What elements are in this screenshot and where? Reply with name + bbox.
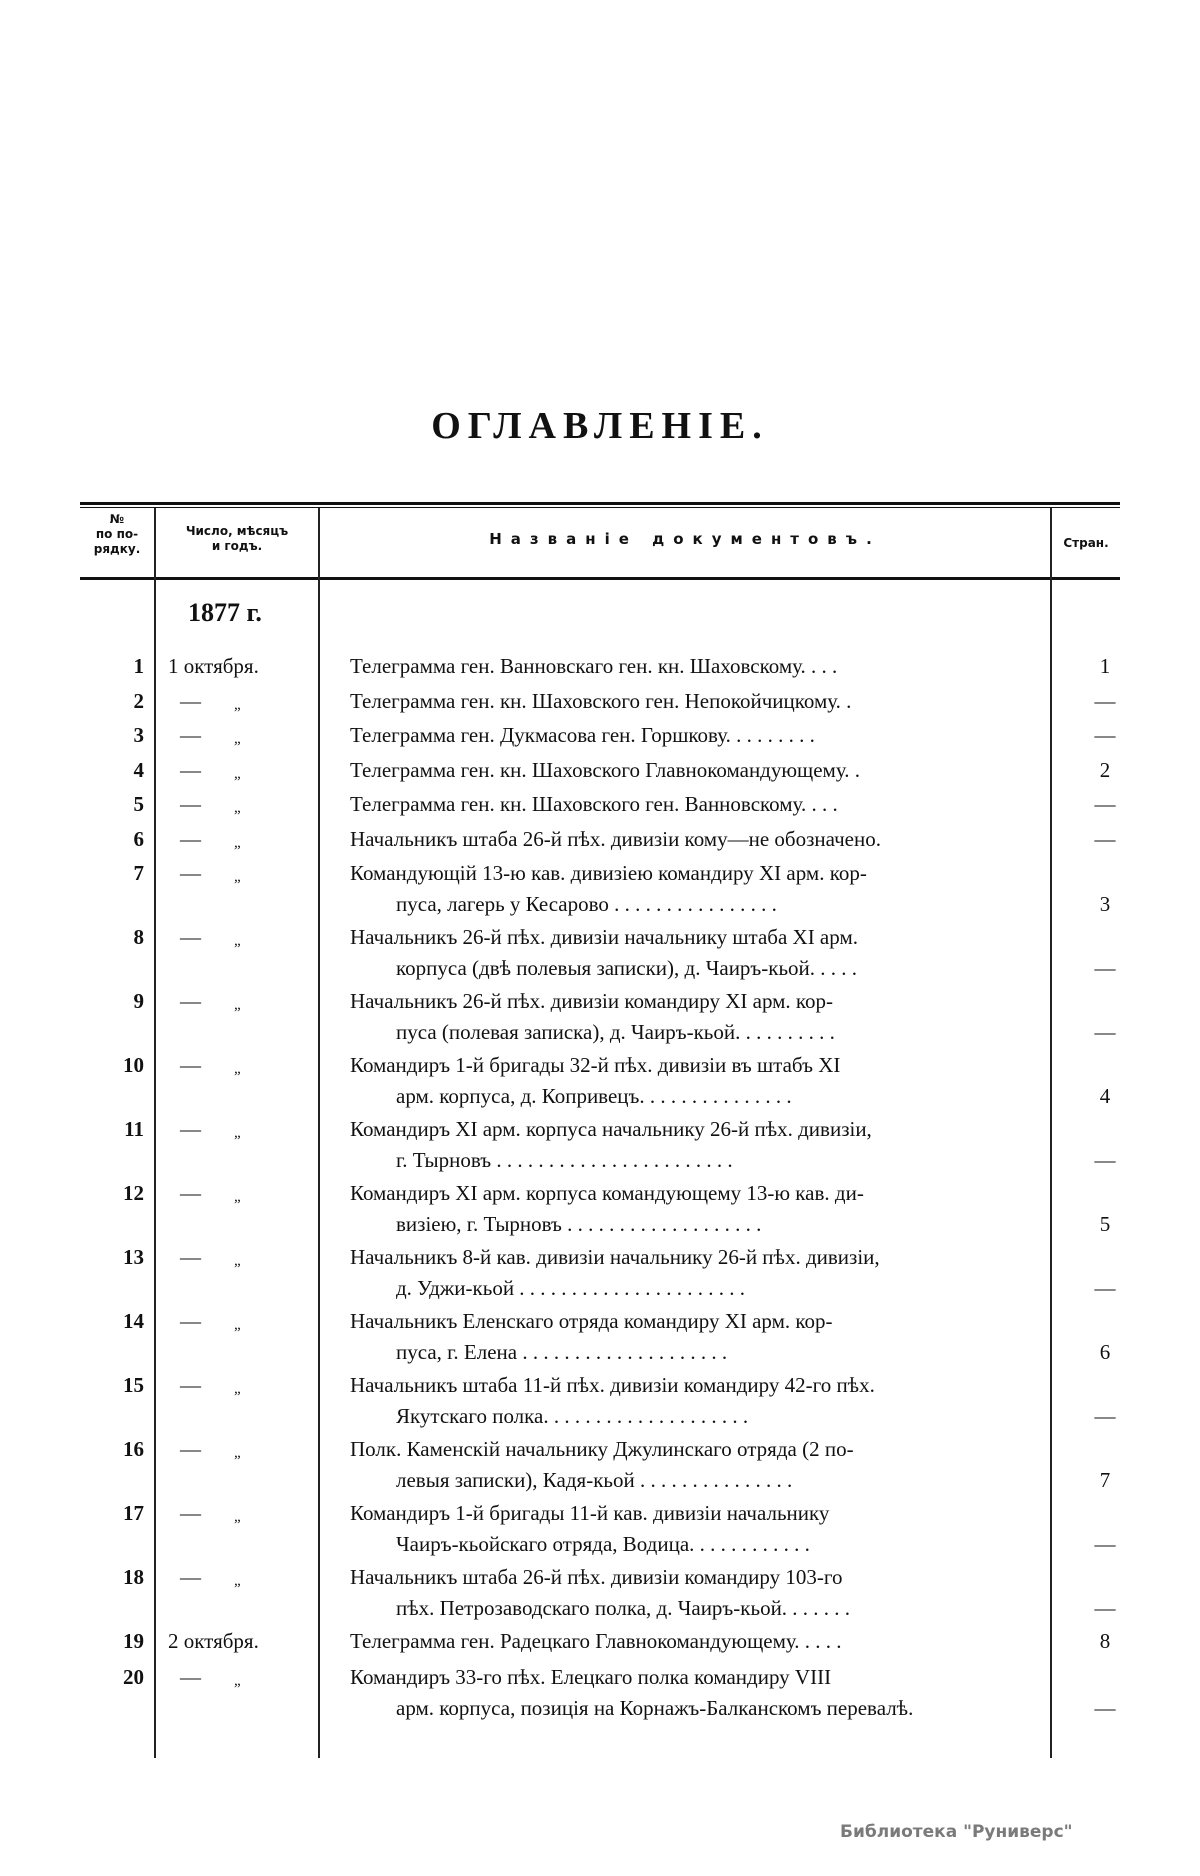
row-date-dash: — (180, 1437, 201, 1461)
year-label: 1877 г. (188, 598, 262, 627)
row-number: 14 (123, 1309, 144, 1333)
row-number: 9 (133, 989, 144, 1013)
row-page: 2 (1099, 757, 1111, 782)
row-date-dash: — (180, 861, 201, 885)
row-number: 7 (133, 861, 144, 885)
row-date-dash: — (180, 792, 201, 816)
row-document-title-line: арм. корпуса, д. Копривецъ. . . . . . . . . . . . . . . (396, 1084, 792, 1108)
row-date-ditto: „ (234, 1509, 241, 1525)
row-number: 19 (123, 1629, 144, 1653)
row-date-dash: — (180, 1501, 201, 1525)
row-date-dash: — (180, 1245, 201, 1269)
row-document-title-line: Телеграмма ген. Радецкаго Главнокомандующему. . . . . (350, 1629, 842, 1653)
row-date-ditto: „ (234, 731, 241, 747)
column-divider-page (1050, 508, 1052, 1758)
row-document-title-line: Начальникъ 26-й пѣх. дивизіи начальнику штаба XI арм. (350, 925, 858, 949)
row-document-title (350, 1370, 1036, 1432)
row-number: 15 (123, 1373, 144, 1397)
header-number-line: по по- (95, 527, 139, 541)
row-number: 10 (123, 1053, 144, 1077)
row-document-title-line: Командиръ XI арм. корпуса начальнику 26-й пѣх. дивизіи, (350, 1117, 872, 1141)
row-document-title-line: Командиръ 33-го пѣх. Елецкаго полка командиру VIII (350, 1665, 832, 1689)
row-page: — (1094, 1276, 1116, 1300)
row-date-ditto: „ (234, 1381, 241, 1397)
row-date-ditto: „ (234, 765, 241, 782)
row-document-title-line: Начальникъ 26-й пѣх. дивизіи командиру XI арм. кор- (350, 989, 834, 1013)
row-document-title (350, 1662, 1036, 1724)
row-date-dash: — (180, 826, 201, 851)
row-date-dash: — (180, 757, 201, 782)
row-document-title-line: Чаиръ-кьойскаго отряда, Водица. . . . . . . . . . . . (396, 1532, 810, 1556)
row-document-title (350, 1114, 1036, 1176)
header-date-line: и годъ. (211, 539, 263, 553)
row-page: 6 (1099, 1340, 1111, 1364)
row-document-title-line: Начальникъ штаба 11-й пѣх. дивизіи командиру 42-го пѣх. (350, 1373, 875, 1397)
row-number: 20 (123, 1665, 144, 1689)
row-date-dash: — (180, 1053, 201, 1077)
row-document-title-line: пуса, г. Елена . . . . . . . . . . . . . . . . . . . . (396, 1340, 728, 1364)
table-header-bottom-rule (80, 577, 1120, 580)
row-document-title-line: корпуса (двѣ полевыя записки), д. Чаиръ-кьой. . . . . (396, 956, 858, 980)
header-number (80, 512, 154, 557)
header-date-line: Число, мѣсяцъ (185, 524, 289, 538)
column-divider-number (154, 508, 156, 1758)
row-date-dash: — (180, 1665, 201, 1689)
row-date-ditto: „ (234, 696, 241, 713)
row-document-title (350, 1242, 1036, 1304)
row-date-ditto: „ (234, 1125, 241, 1141)
column-divider-date (318, 508, 320, 1758)
row-number: 11 (124, 1117, 144, 1141)
row-date: 1 октября. (168, 654, 259, 678)
row-document-title-line: Телеграмма ген. кн. Шаховского Главнокомандующему. . (350, 757, 860, 782)
row-document-title-line: Начальникъ штаба 26-й пѣх. дивизіи кому—не обозначено. (350, 826, 881, 851)
row-date-ditto: „ (234, 1673, 241, 1689)
row-document-title (350, 651, 1036, 682)
row-number: 3 (133, 723, 144, 747)
row-document-title-line: Командиръ 1-й бригады 11-й кав. дивизіи начальнику (350, 1501, 830, 1525)
row-date-ditto: „ (234, 1189, 241, 1205)
row-number: 18 (123, 1565, 144, 1589)
row-date-ditto: „ (234, 869, 241, 885)
row-page: — (1094, 1404, 1116, 1428)
row-document-title-line: Телеграмма ген. Ванновскаго ген. кн. Шаховскому. . . . (350, 654, 838, 678)
row-document-title-line: Телеграмма ген. Дукмасова ген. Горшкову. . . . . . . . . (350, 723, 815, 747)
row-number: 16 (123, 1437, 144, 1461)
row-document-title-line: Командиръ 1-й бригады 32-й пѣх. дивизіи въ штабъ XI (350, 1053, 841, 1077)
row-document-title (350, 686, 1036, 717)
row-number: 8 (133, 925, 144, 949)
row-date-dash: — (180, 1565, 201, 1589)
row-number: 6 (133, 826, 144, 851)
row-document-title (350, 1178, 1036, 1240)
table-top-rule (80, 502, 1120, 505)
row-page: 4 (1099, 1084, 1111, 1108)
row-document-title-line: Телеграмма ген. кн. Шаховского ген. Непокойчицкому. . (350, 688, 852, 713)
row-date-dash: — (180, 688, 201, 713)
row-document-title (350, 789, 1036, 820)
row-document-title-line: визіею, г. Тырновъ . . . . . . . . . . . . . . . . . . . (396, 1212, 762, 1236)
row-document-title-line: левыя записки), Кадя-кьой . . . . . . . . . . . . . . . (396, 1468, 793, 1492)
page-title: ОГЛАВЛЕНІЕ. (431, 405, 769, 447)
row-document-title (350, 858, 1036, 920)
header-number-line: рядку. (93, 542, 141, 556)
table-top-rule-thin (80, 507, 1120, 508)
row-date-ditto: „ (234, 834, 241, 851)
row-date-dash: — (180, 1309, 201, 1333)
row-document-title-line: Якутскаго полка. . . . . . . . . . . . . . . . . . . . (396, 1404, 749, 1428)
row-date-dash: — (180, 723, 201, 747)
row-document-title (350, 1050, 1036, 1112)
row-date-ditto: „ (234, 1253, 241, 1269)
row-date-dash: — (180, 1181, 201, 1205)
header-page: Стран. (1063, 536, 1109, 550)
row-document-title-line: Начальникъ Еленскаго отряда командиру XI арм. кор- (350, 1309, 833, 1333)
row-date-ditto: „ (234, 1317, 241, 1333)
row-number: 5 (133, 792, 144, 816)
row-document-title-line: пѣх. Петрозаводскаго полка, д. Чаиръ-кьой. . . . . . . (396, 1596, 851, 1620)
row-page: — (1094, 1148, 1116, 1172)
row-page: 1 (1099, 654, 1111, 678)
row-page: — (1094, 1532, 1116, 1556)
row-document-title (350, 1306, 1036, 1368)
row-page: 3 (1099, 892, 1111, 916)
row-document-title (350, 824, 1036, 855)
row-date-ditto: „ (234, 1061, 241, 1077)
row-date-dash: — (180, 989, 201, 1013)
library-watermark: Библиотека "Руниверс" (840, 1822, 1073, 1842)
row-document-title-line: Начальникъ штаба 26-й пѣх. дивизіи командиру 103-го (350, 1565, 843, 1589)
row-page: — (1094, 688, 1116, 713)
row-date-ditto: „ (234, 933, 241, 949)
row-document-title-line: Полк. Каменскій начальнику Джулинскаго отряда (2 по- (350, 1437, 854, 1461)
row-number: 1 (133, 654, 144, 678)
row-date-dash: — (180, 925, 201, 949)
row-number: 13 (123, 1245, 144, 1269)
row-document-title (350, 755, 1036, 786)
row-document-title-line: арм. корпуса, позиція на Корнажъ-Балканскомъ перевалѣ. (396, 1696, 914, 1720)
row-number: 12 (123, 1181, 144, 1205)
row-number: 2 (133, 688, 144, 713)
header-name: Названіе документовъ. (489, 530, 881, 548)
row-date: 2 октября. (168, 1629, 259, 1653)
row-date-ditto: „ (234, 1445, 241, 1461)
row-page: — (1094, 723, 1116, 747)
row-page: — (1094, 1020, 1116, 1044)
row-document-title (350, 1498, 1036, 1560)
row-page: — (1094, 956, 1116, 980)
row-document-title (350, 1626, 1036, 1657)
row-document-title-line: Командующій 13-ю кав. дивизіею командиру XI арм. кор- (350, 861, 867, 885)
row-page: 7 (1099, 1468, 1111, 1492)
row-document-title-line: д. Уджи-кьой . . . . . . . . . . . . . . . . . . . . . . (396, 1276, 746, 1300)
header-date (156, 524, 318, 554)
row-document-title-line: Командиръ XI арм. корпуса командующему 13-ю кав. ди- (350, 1181, 864, 1205)
row-document-title (350, 1434, 1036, 1496)
row-date-ditto: „ (234, 997, 241, 1013)
row-document-title (350, 986, 1036, 1048)
row-page: — (1094, 1696, 1116, 1720)
row-date-ditto: „ (234, 800, 241, 816)
row-page: — (1094, 826, 1116, 851)
row-page: — (1094, 792, 1116, 816)
row-page: 8 (1099, 1629, 1111, 1653)
row-number: 4 (133, 757, 144, 782)
row-page: — (1094, 1596, 1116, 1620)
row-document-title-line: пуса, лагерь у Кесарово . . . . . . . . . . . . . . . . (396, 892, 777, 916)
row-date-ditto: „ (234, 1573, 241, 1589)
header-number-line: № (109, 512, 125, 526)
row-document-title-line: г. Тырновъ . . . . . . . . . . . . . . . . . . . . . . . (396, 1148, 733, 1172)
row-document-title (350, 1562, 1036, 1624)
row-document-title (350, 720, 1036, 751)
row-date-dash: — (180, 1117, 201, 1141)
row-page: 5 (1099, 1212, 1111, 1236)
row-date-dash: — (180, 1373, 201, 1397)
row-document-title-line: Начальникъ 8-й кав. дивизіи начальнику 26-й пѣх. дивизіи, (350, 1245, 880, 1269)
row-document-title (350, 922, 1036, 984)
row-document-title-line: пуса (полевая записка), д. Чаиръ-кьой. . . . . . . . . . (396, 1020, 835, 1044)
row-number: 17 (123, 1501, 144, 1525)
row-document-title-line: Телеграмма ген. кн. Шаховского ген. Ванновскому. . . . (350, 792, 838, 816)
